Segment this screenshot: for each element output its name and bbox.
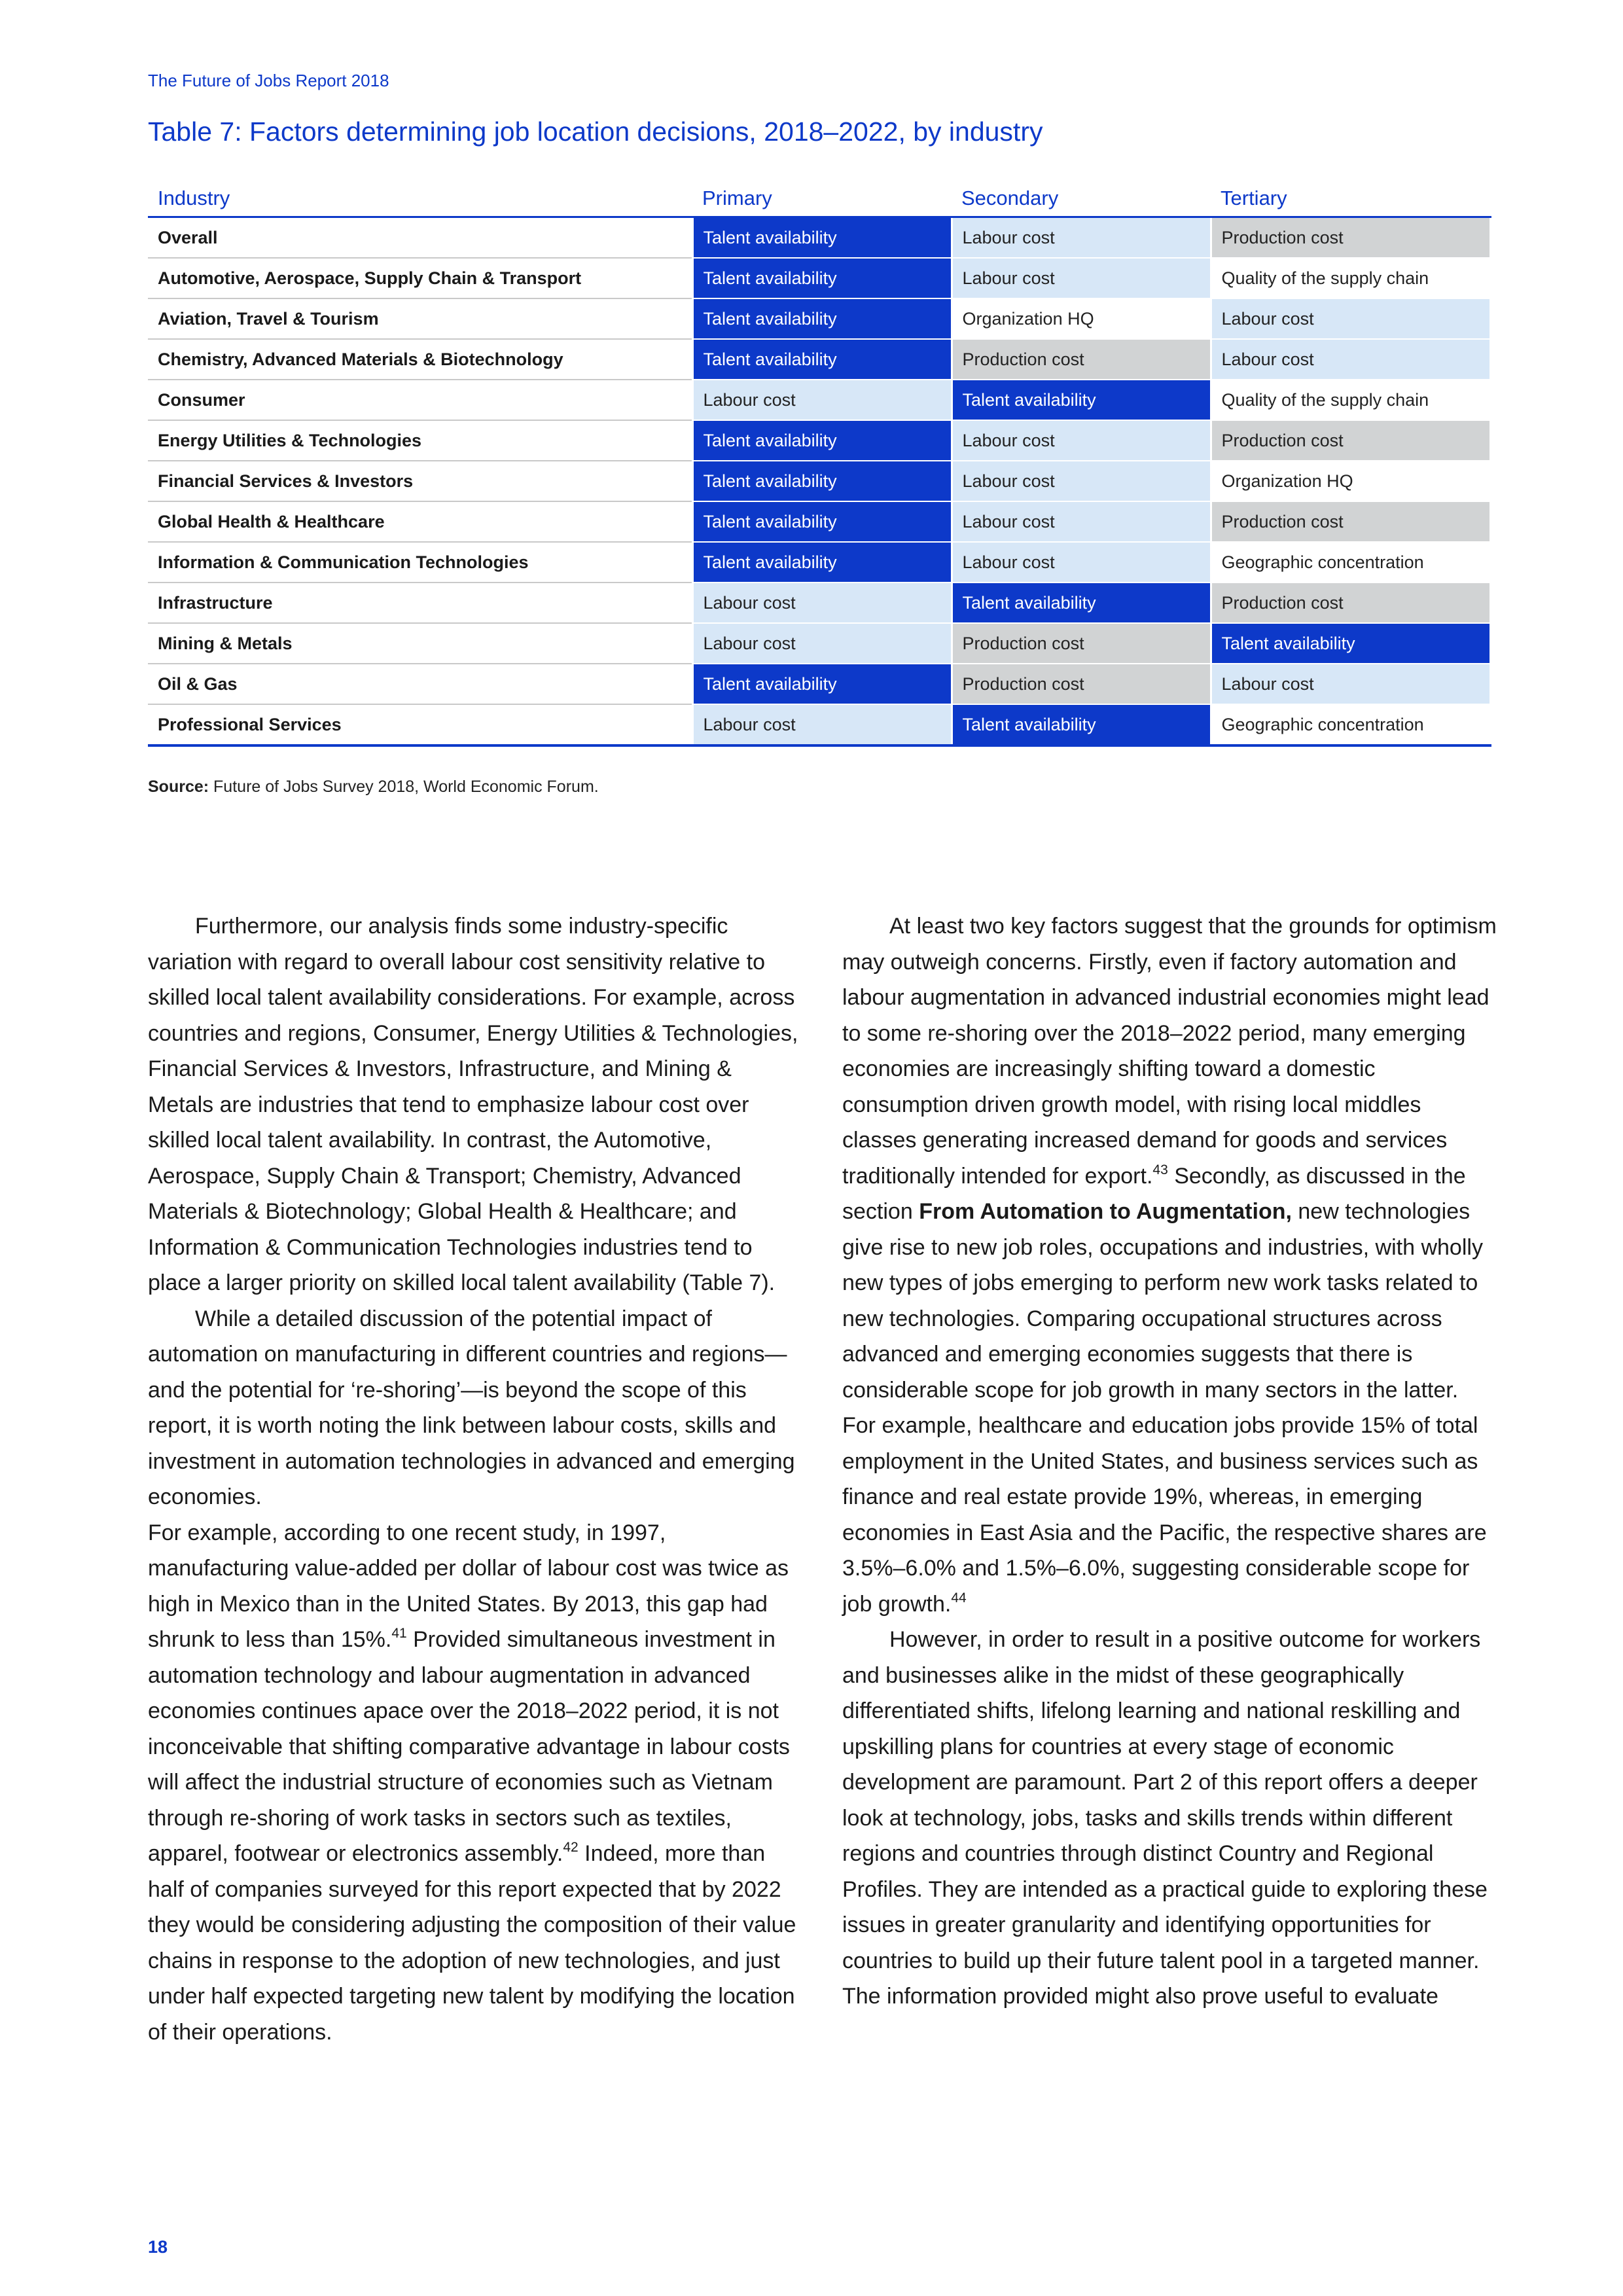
industry-cell: Energy Utilities & Technologies: [148, 420, 692, 461]
column-header-tertiary: Tertiary: [1211, 181, 1490, 217]
tertiary-factor-cell: Labour cost: [1211, 339, 1490, 380]
tertiary-factor-cell: Talent availability: [1211, 623, 1490, 664]
secondary-factor-cell: Labour cost: [952, 258, 1211, 298]
footnote-ref: 41: [391, 1626, 407, 1641]
paragraph: However, in order to result in a positive outcome for workers and businesses alike in the midst of these geographically differentiated shifts, lifelong learning and national reskilling and upskilling plans for countries at every stage of economic development are paramount. Part 2 of this report offers a deeper look at technology, jobs, tasks and skills trends within different regions and countries through distinct Country and Regional Profiles. They are intended as a practical guide to exploring these issues in greater granularity and identifying opportunities for countries to build up their future talent pool in a targeted manner. The information provided might also prove useful to evaluate: [842, 1627, 1488, 2009]
tertiary-factor-cell: Production cost: [1211, 501, 1490, 542]
industry-cell: Information & Communication Technologies: [148, 542, 692, 583]
industry-cell: Automotive, Aerospace, Supply Chain & Transport: [148, 258, 692, 298]
industry-cell: Infrastructure: [148, 583, 692, 623]
industry-cell: Aviation, Travel & Tourism: [148, 298, 692, 339]
table-header-row: [148, 181, 1490, 217]
tertiary-factor-cell: Production cost: [1211, 583, 1490, 623]
table-row: [148, 298, 1490, 339]
paragraph-text: new technologies give rise to new job roles, occupations and industries, with wholly new types of jobs emerging to perform new work tasks related to new technologies. Comparing occupational structures across advanced and emerging economies suggests that there is considerable scope for job growth in many sectors in the latter. For example, healthcare and education jobs provide 15% of total employment in the United States, and business services such as finance and real estate provide 19%, whereas, in emerging economies in East Asia and the Pacific, the respective shares are 3.5%–6.0% and 1.5%–6.0%, suggesting considerable scope for job growth.: [842, 1199, 1487, 1617]
secondary-factor-cell: Labour cost: [952, 461, 1211, 501]
paragraph-text: Indeed, more than half of companies surveyed for this report expected that by 2022 they would be considering adjusting the composition of their value chains in response to the adoption of new technologies, and just under half expected targeting new talent by modifying the location of their operations.: [148, 1841, 796, 2045]
body-column-right: [842, 908, 1497, 2015]
tertiary-factor-cell: Production cost: [1211, 217, 1490, 259]
primary-factor-cell: Talent availability: [692, 501, 952, 542]
primary-factor-cell: Labour cost: [692, 623, 952, 664]
tertiary-factor-cell: Quality of the supply chain: [1211, 380, 1490, 420]
industry-cell: Chemistry, Advanced Materials & Biotechnology: [148, 339, 692, 380]
secondary-factor-cell: Labour cost: [952, 420, 1211, 461]
paragraph-text: Provided simultaneous investment in automation technology and labour augmentation in advanced economies continues apace over the 2018–2022 period, it is not inconceivable that shifting comparative advantage in labour costs will affect the industrial structure of economies such as Vietnam through re-shoring of work tasks in sectors such as textiles, apparel, footwear or electronics assembly.: [148, 1627, 790, 1866]
paragraph: [148, 1301, 802, 1515]
secondary-factor-cell: Production cost: [952, 623, 1211, 664]
tertiary-factor-cell: Geographic concentration: [1211, 704, 1490, 745]
paragraph-text: While a detailed discussion of the potential impact of automation on manufacturing in different countries and regions—and the potential for ‘re-shoring’—is beyond the scope of this report, it is worth noting the link between labour costs, skills and investment in automation technologies in advanced and emerging economies.: [148, 1306, 795, 1509]
table-row: [148, 258, 1490, 298]
paragraph: [842, 908, 1497, 1622]
table-row: [148, 664, 1490, 704]
secondary-factor-cell: Talent availability: [952, 583, 1211, 623]
primary-factor-cell: Talent availability: [692, 298, 952, 339]
table-title: Table 7: Factors determining job location decisions, 2018–2022, by industry: [148, 117, 1043, 147]
paragraph-text: For example, according to one recent study, in 1997, manufacturing value-added per dollar of labour cost was twice as high in Mexico than in the United States. By 2013, this gap had shrunk to less than 15%.: [148, 1520, 789, 1652]
tertiary-factor-cell: Geographic concentration: [1211, 542, 1490, 583]
column-header-secondary: Secondary: [952, 181, 1211, 217]
secondary-factor-cell: Talent availability: [952, 380, 1211, 420]
secondary-factor-cell: Labour cost: [952, 217, 1211, 259]
primary-factor-cell: Talent availability: [692, 420, 952, 461]
industry-cell: Mining & Metals: [148, 623, 692, 664]
source-text: Future of Jobs Survey 2018, World Economic Forum.: [209, 778, 599, 796]
primary-factor-cell: Talent availability: [692, 258, 952, 298]
column-header-industry: Industry: [148, 181, 692, 217]
industry-cell: Global Health & Healthcare: [148, 501, 692, 542]
primary-factor-cell: Labour cost: [692, 704, 952, 745]
tertiary-factor-cell: Organization HQ: [1211, 461, 1490, 501]
factors-table: [148, 181, 1491, 747]
secondary-factor-cell: Labour cost: [952, 501, 1211, 542]
secondary-factor-cell: Organization HQ: [952, 298, 1211, 339]
footnote-ref: 42: [563, 1840, 579, 1855]
paragraph-text: At least two key factors suggest that the grounds for optimism may outweigh concerns. Firstly, even if factory automation and labour augmentation in advanced industrial economies might lead to some re-shoring over the 2018–2022 period, many emerging economies are increasingly shifting toward a domestic consumption driven growth model, with rising local middles classes generating increased demand for goods and services traditionally intended for export.: [842, 914, 1497, 1189]
source-label: Source:: [148, 778, 209, 796]
table-row: [148, 623, 1490, 664]
section-reference: From Automation to Augmentation,: [919, 1199, 1292, 1224]
table-row: [148, 704, 1490, 745]
table-row: [148, 339, 1490, 380]
industry-cell: Professional Services: [148, 704, 692, 745]
secondary-factor-cell: Production cost: [952, 339, 1211, 380]
table-row: [148, 542, 1490, 583]
secondary-factor-cell: Labour cost: [952, 542, 1211, 583]
paragraph: [148, 1515, 802, 2051]
table-row: [148, 501, 1490, 542]
table-row: [148, 461, 1490, 501]
table-body: [148, 217, 1490, 746]
secondary-factor-cell: Talent availability: [952, 704, 1211, 745]
primary-factor-cell: Talent availability: [692, 217, 952, 259]
primary-factor-cell: Talent availability: [692, 339, 952, 380]
paragraph: Furthermore, our analysis finds some industry-specific variation with regard to overall labour cost sensitivity relative to skilled local talent availability considerations. For example, across countries and regions, Consumer, Energy Utilities & Technologies, Financial Services & Investors, Infrastructure, and Mining & Metals are industries that tend to emphasize labour cost over skilled local talent availability. In contrast, the Automotive, Aerospace, Supply Chain & Transport; Chemistry, Advanced Materials & Biotechnology; Global Health & Healthcare; and Information & Communication Technologies industries tend to place a larger priority on skilled local talent availability (Table 7).: [148, 914, 798, 1295]
primary-factor-cell: Labour cost: [692, 583, 952, 623]
tertiary-factor-cell: Labour cost: [1211, 664, 1490, 704]
paragraph-text: Secondly, as discussed in the section: [842, 1163, 1466, 1224]
primary-factor-cell: Talent availability: [692, 542, 952, 583]
body-column-left: [148, 908, 802, 2050]
industry-cell: Financial Services & Investors: [148, 461, 692, 501]
running-header: The Future of Jobs Report 2018: [148, 71, 389, 90]
table-row: [148, 583, 1490, 623]
footnote-ref: 44: [951, 1590, 967, 1605]
table-source: [148, 778, 599, 797]
primary-factor-cell: Talent availability: [692, 664, 952, 704]
tertiary-factor-cell: Quality of the supply chain: [1211, 258, 1490, 298]
page-number: 18: [148, 2237, 168, 2257]
industry-cell: Oil & Gas: [148, 664, 692, 704]
table-row: [148, 217, 1490, 259]
table-row: [148, 380, 1490, 420]
footnote-ref: 43: [1152, 1162, 1168, 1177]
table-row: [148, 420, 1490, 461]
primary-factor-cell: Labour cost: [692, 380, 952, 420]
industry-cell: Consumer: [148, 380, 692, 420]
primary-factor-cell: Talent availability: [692, 461, 952, 501]
secondary-factor-cell: Production cost: [952, 664, 1211, 704]
tertiary-factor-cell: Production cost: [1211, 420, 1490, 461]
tertiary-factor-cell: Labour cost: [1211, 298, 1490, 339]
industry-cell: Overall: [148, 217, 692, 259]
column-header-primary: Primary: [692, 181, 952, 217]
